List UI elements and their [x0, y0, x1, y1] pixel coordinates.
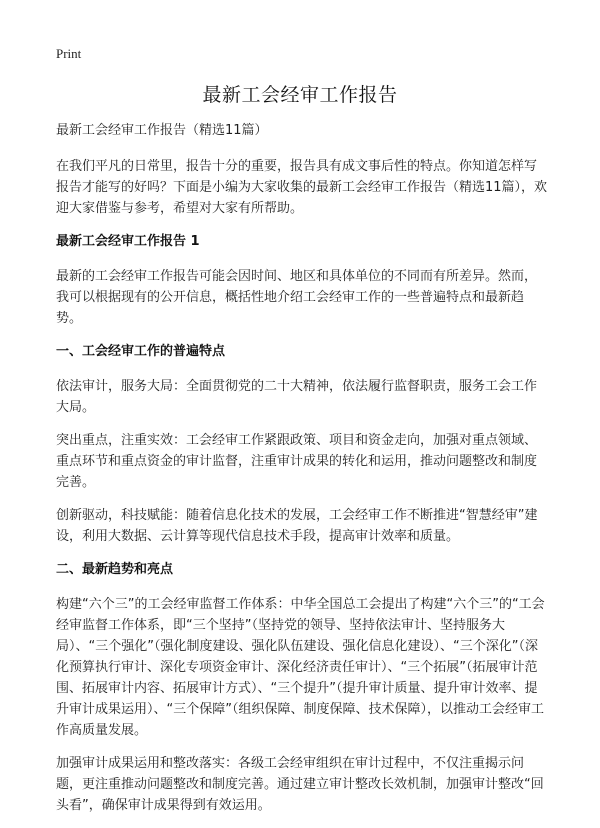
print-link[interactable]: Print: [56, 46, 82, 61]
page-title: 最新工会经审工作报告: [202, 84, 398, 106]
section1-heading: 一、工会经审工作的普遍特点: [56, 344, 226, 359]
report-heading: 最新工会经审工作报告 1: [56, 234, 200, 249]
section1-paragraph-2: 突出重点，注重实效：工会经审工作紧跟政策、项目和资金走向，加强对重点领域、重点环节和重点资金的审计监督，注重审计成果的转化和运用，推动问题整改和制度完善。: [56, 433, 538, 490]
section2-paragraph-1: 构建“六个三”的工会经审监督工作体系：中华全国总工会提出了构建“六个三”的“工会经审监督工作体系，即“三个坚持”（坚持党的领导、坚持依法审计、坚持服务大局）、“三个强化”（强化制度建设、强化队伍建设、强化信息化建设）、“三个深化”（深化预算执行审计、深化专项资金审计、深化经济责任审计）、“三个拓展”（拓展审计范围、拓展审计内容、拓展审计方式）、“三个提升”（提升审计质量、提升审计效率、提升审计成果运用）、“三个保障”（组织保障、制度保障、技术保障），以推动工会经审工作高质量发展。: [56, 597, 545, 738]
section2-heading: 二、最新趋势和亮点: [56, 562, 174, 577]
intro-paragraph: 在我们平凡的日常里，报告十分的重要，报告具有成文事后性的特点。你知道怎样写报告才能写的好吗？下面是小编为大家收集的最新工会经审工作报告（精选11篇），欢迎大家借鉴与参考，希望对大家有所帮助。: [56, 159, 548, 216]
document-body: [56, 120, 548, 828]
section2-paragraph-2: 加强审计成果运用和整改落实：各级工会经审组织在审计过程中，不仅注重揭示问题，更注重推动问题整改和制度完善。通过建立审计整改长效机制，加强审计整改“回头看”，确保审计成果得到有效运用。: [56, 756, 544, 813]
report-intro-paragraph: 最新的工会经审工作报告可能会因时间、地区和具体单位的不同而有所差异。然而，我可以根据现有的公开信息，概括性地介绍工会经审工作的一些普遍特点和最新趋势。: [56, 269, 538, 326]
section1-paragraph-1: 依法审计，服务大局：全面贯彻党的二十大精神，依法履行监督职责，服务工会工作大局。: [56, 379, 538, 415]
section1-paragraph-3: 创新驱动，科技赋能：随着信息化技术的发展，工会经审工作不断推进“智慧经审”建设，利用大数据、云计算等现代信息技术手段，提高审计效率和质量。: [56, 508, 538, 544]
document-subtitle: 最新工会经审工作报告（精选11篇）: [56, 123, 268, 138]
